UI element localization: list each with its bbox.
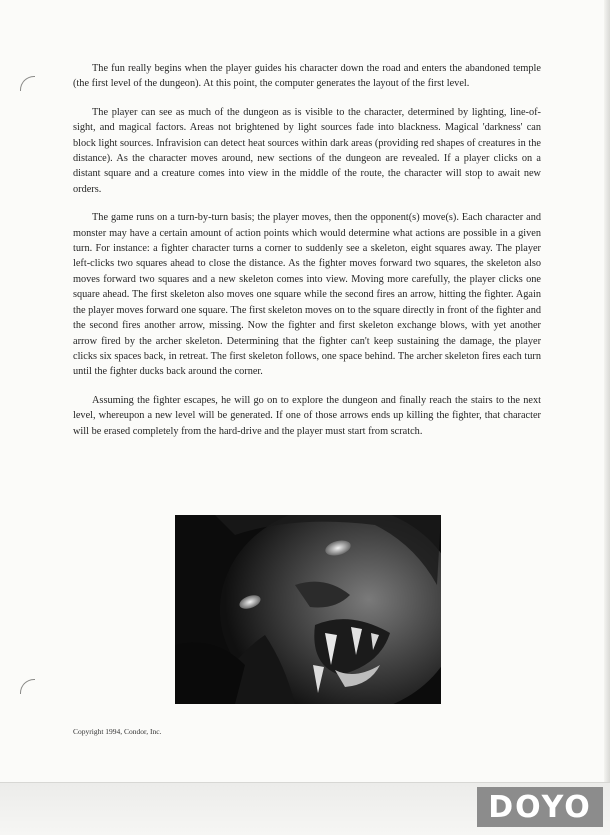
paragraph-turn-based: The game runs on a turn-by-turn basis; the player moves, then the opponent(s) move(s). Each character and monster may have a certain amount of action points which would determine what actions are possible in a given turn. For instance: a fighter character turns a corner to suddenly see a skeleton, eight squares away. The player left-clicks two squares ahead to close the distance. As the fighter moves forward two squares, the skeleton also moves forward two squares and a new skeleton comes into view. Moving more carefully, the player clicks one square ahead. The first skeleton also moves one square while the second fires an arrow, hitting the fighter. Again the player moves forward one square. The first skeleton moves on to the square directly in front of the fighter and the second fires another arrow, missing. Now the fighter and first skeleton exchange blows, with yet another arrow fired by the archer skeleton. Determining that the fighter can't keep sustaining the damage, the player clicks six spaces back, in retreat. The first skeleton follows, one space behind. The archer skeleton fires each turn until the fighter ducks back around the corner.: [73, 212, 541, 378]
copyright-notice: Copyright 1994, Condor, Inc.: [73, 727, 162, 736]
paragraph-visibility: The player can see as much of the dungeon as is visible to the character, determined by lighting, line-of-sight, and magical factors. Areas not brightened by light sources fade into blackness. Magical 'darkness' can block light sources. Infravision can detect heat sources within dark areas (providing red shapes of creatures in the distance). As the character moves around, new sections of the dungeon are revealed. If a player clicks on a distant square and a creature comes into view in the middle of the route, the character will stop to await new orders.: [73, 106, 541, 195]
werewolf-photo: [175, 515, 441, 704]
punch-hole-icon: [20, 76, 35, 91]
watermark-logo: DOYO: [477, 787, 603, 827]
paragraph-escape: Assuming the fighter escapes, he will go on to explore the dungeon and finally reach the stairs to the next level, whereupon a new level will be generated. If one of those arrows ends up killing the fighter, that character will be erased completely from the hard-drive and the player must start from scratch.: [73, 394, 541, 437]
page-edge: [604, 0, 610, 834]
punch-hole-icon: [20, 679, 35, 694]
paragraph-intro: The fun really begins when the player guides his character down the road and enters the abandoned temple (the first level of the dungeon). At this point, the computer generates the layout of the first level.: [73, 63, 541, 90]
body-text: [73, 61, 541, 452]
